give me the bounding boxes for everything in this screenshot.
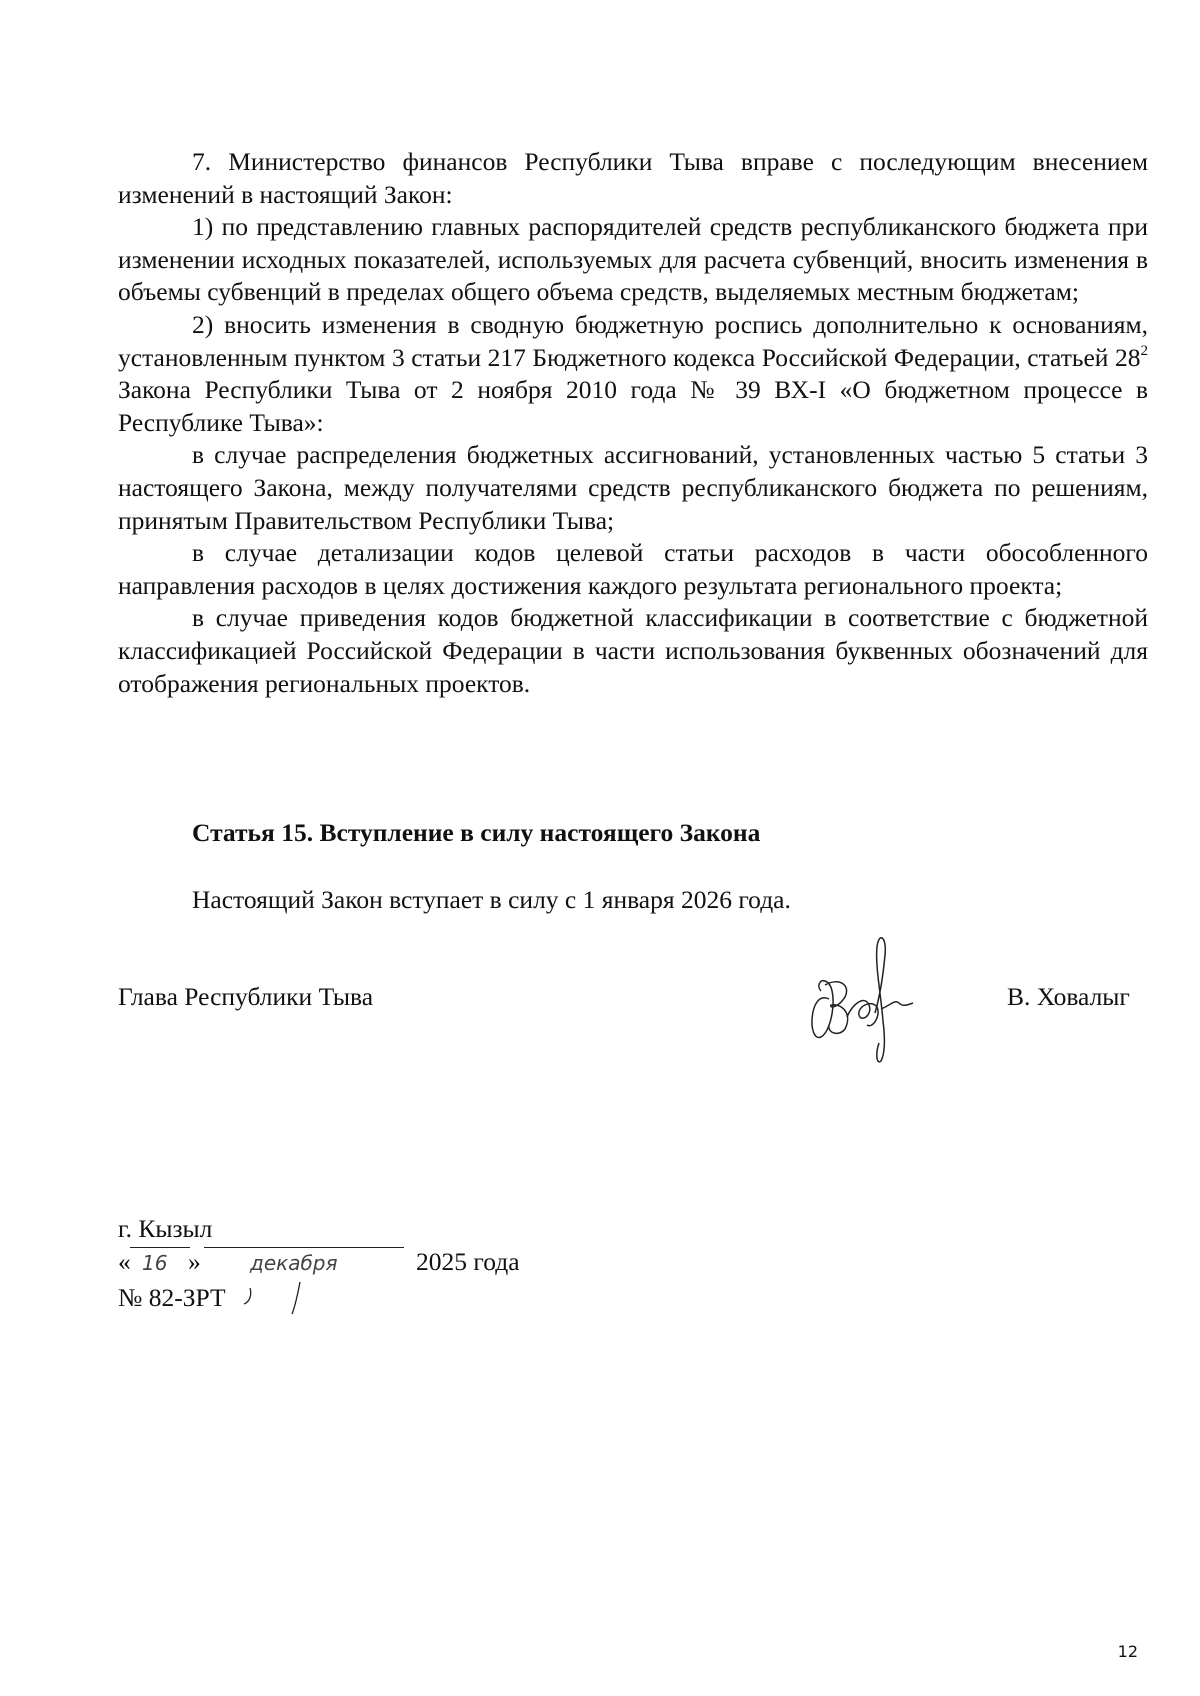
superscript: 2 bbox=[1140, 342, 1148, 359]
signatory-position: Глава Республики Тыва bbox=[118, 982, 374, 1011]
paragraph-7: 7. Министерство финансов Республики Тыва вправе с последующим внесением изменений в настоящий Закон: bbox=[118, 147, 1148, 209]
paragraph-7-item-2 bbox=[118, 309, 1148, 439]
article-14-part-7 bbox=[118, 146, 1148, 700]
date-month-handwritten: декабря bbox=[250, 1251, 338, 1275]
date-day-handwritten: 16 bbox=[142, 1251, 168, 1275]
law-number: № 82-ЗРТ bbox=[118, 1283, 226, 1312]
handwritten-marks bbox=[240, 1280, 320, 1324]
handwritten-signature bbox=[795, 925, 945, 1075]
month-underline bbox=[204, 1247, 404, 1248]
case-paragraph-2: в случае детализации кодов целевой статьи расходов в части обособленного направления расходов в целях достижения каждого результата регионального проекта; bbox=[118, 538, 1148, 600]
signing-date bbox=[118, 1247, 538, 1281]
article-15-body: Настоящий Закон вступает в силу с 1 января 2026 года. bbox=[192, 885, 791, 914]
date-year: 2025 года bbox=[416, 1247, 520, 1276]
date-open-quote: « bbox=[118, 1247, 131, 1276]
article-15-title: Статья 15. Вступление в силу настоящего Закона bbox=[192, 818, 761, 847]
signatory-name: В. Ховалыг bbox=[1007, 982, 1130, 1011]
date-close-quote: » bbox=[188, 1247, 201, 1276]
case-paragraph-3: в случае приведения кодов бюджетной классификации в соответствие с бюджетной классификацией Российской Федерации в части использования буквенных обозначений для отображения региональных проектов. bbox=[118, 603, 1148, 698]
paragraph-7-item-2-text-cont: Закона Республики Тыва от 2 ноября 2010 года № 39 ВХ-I «О бюджетном процессе в Республике Тыва»: bbox=[118, 375, 1148, 437]
paragraph-7-item-2-text: 2) вносить изменения в сводную бюджетную роспись дополнительно к основаниям, установленным пунктом 3 статьи 217 Бюджетного кодекса Российской Федерации, статьей 28 bbox=[118, 309, 1148, 372]
city: г. Кызыл bbox=[118, 1214, 213, 1243]
page-number: 12 bbox=[1117, 1642, 1138, 1661]
paragraph-7-item-1: 1) по представлению главных распорядителей средств республиканского бюджета при изменении исходных показателей, используемых для расчета субвенций, вносить изменения в объемы субвенций в пределах общего объема средств, выделяемых местным бюджетам; bbox=[118, 212, 1148, 307]
case-paragraph-1: в случае распределения бюджетных ассигнований, установленных частью 5 статьи 3 настоящего Закона, между получателями средств республиканского бюджета по решениям, принятым Правительством Республики Тыва; bbox=[118, 440, 1148, 535]
day-underline bbox=[130, 1247, 190, 1248]
